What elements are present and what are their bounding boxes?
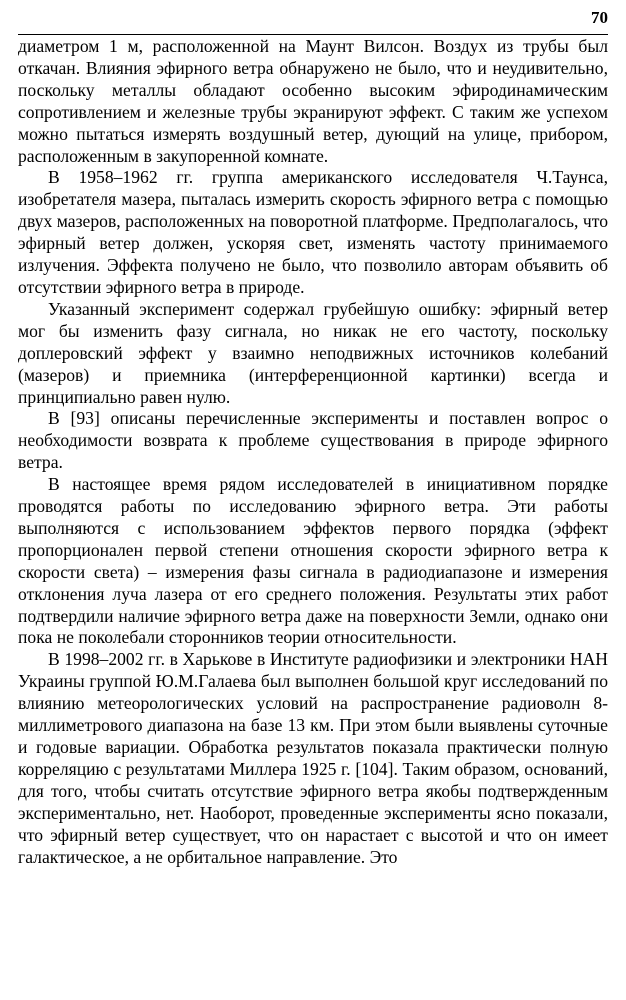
page-header bbox=[18, 4, 608, 35]
paragraph: В настоящее время рядом исследователей в инициативном порядке проводятся работы по исследованию эфирного ветра. Эти работы выполняются с использованием эффектов первого порядка (эффект пропорционален первой степени отношения скорости эфирного ветра к скорости света) – измерения фазы сигнала в радиодиапазоне и измерения отклонения луча лазера от его среднего положения. Результаты этих работ подтвердили наличие эфирного ветра даже на поверхности Земли, однако они пока не поколебали сторонников теории относительности. bbox=[18, 474, 608, 648]
page-number: 70 bbox=[591, 8, 608, 27]
paragraph: В 1958–1962 гг. группа американского исследователя Ч.Таунса, изобретателя мазера, пыталась измерить скорость эфирного ветра с помощью двух мазеров, расположенных на поворотной платформе. Предполагалось, что эфирный ветер должен, ускоряя свет, изменять частоту принимаемого излучения. Эффекта получено не было, что позволило авторам объявить об отсутствии эфирного ветра в природе. bbox=[18, 167, 608, 297]
paragraph: Указанный эксперимент содержал грубейшую ошибку: эфирный ветер мог бы изменить фазу сигнала, но никак не его частоту, поскольку доплеровский эффект у взаимно неподвижных источников колебаний (мазеров) и приемника (интерференционной картинки) всегда и принципиально равен нулю. bbox=[18, 298, 608, 407]
body-text bbox=[18, 36, 608, 868]
paragraph: диаметром 1 м, расположенной на Маунт Вилсон. Воздух из трубы был откачан. Влияния эфирного ветра обнаружено не было, что и неудивительно, поскольку металлы обладают особенно высоким эфиродинамическим сопротивлением и железные трубы экранируют эффект. С таким же успехом можно пытаться измерять воздушный ветер, дующий на улице, прибором, расположенным в закупоренной комнате. bbox=[18, 36, 608, 166]
paragraph: В 1998–2002 гг. в Харькове в Институте радиофизики и электроники НАН Украины группой Ю.М.Галаева был выполнен большой круг исследований по влиянию метеорологических условий на распространение радиоволн 8-миллиметрового диапазона на базе 13 км. При этом были выявлены суточные и годовые вариации. Обработка результатов показала практически полную корреляцию с результатами Миллера 1925 г. [104]. Таким образом, оснований, для того, чтобы считать отсутствие эфирного ветра якобы подтвержденным экспериментально, нет. Наоборот, проведенные эксперименты ясно показали, что эфирный ветер существует, что он нарастает с высотой и что он имеет галактическое, а не орбитальное направление. Это bbox=[18, 649, 608, 867]
paragraph: В [93] описаны перечисленные эксперименты и поставлен вопрос о необходимости возврата к проблеме существования в природе эфирного ветра. bbox=[18, 408, 608, 473]
